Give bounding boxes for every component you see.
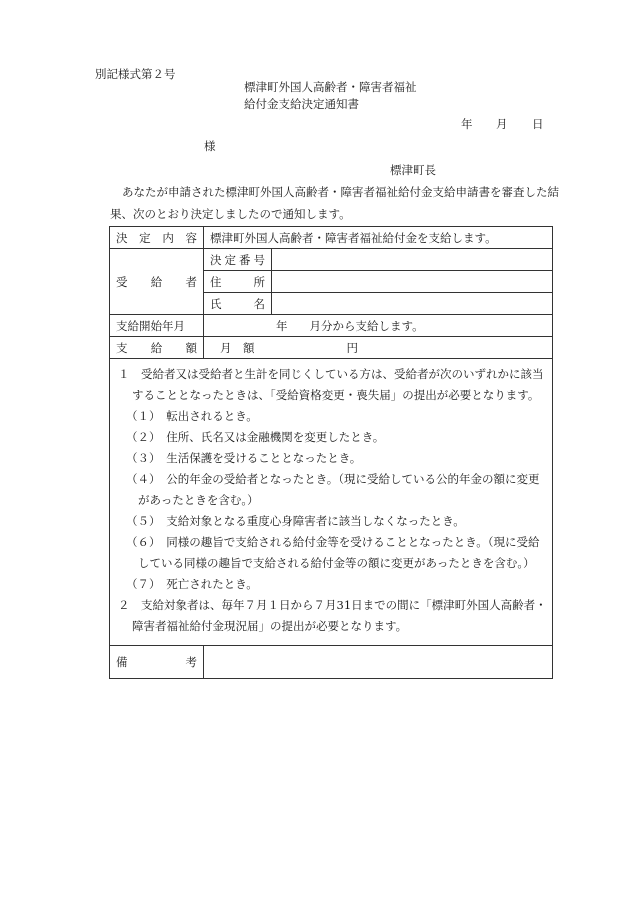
body-line-2: 果、次のとおり決定しましたので通知します。 [110, 207, 351, 221]
form-number: 別記様式第２号 [95, 67, 176, 81]
address-field[interactable] [272, 271, 553, 293]
note-item-6-line-2: している同様の趣旨で支給される給付金等の額に変更があったときを含む。） [138, 556, 535, 570]
decision-number-field[interactable] [272, 249, 553, 271]
note-item-2: （２） 住所、氏名又は金融機関を変更したとき。 [126, 430, 385, 444]
name-label: 氏 名 [204, 293, 272, 315]
start-year-unit: 年 [276, 318, 288, 333]
title-line-2: 給付金支給決定通知書 [244, 97, 359, 111]
note-item-4-line-1: （４） 公的年金の受給者となったとき。（現に受給している公的年金の額に変更 [126, 472, 540, 486]
sender: 標津町長 [390, 163, 436, 177]
note-item-4-line-2: があったときを含む。） [138, 493, 259, 507]
title-line-1: 標津町外国人高齢者・障害者福祉 [244, 80, 417, 94]
date-day-label: 日 [532, 117, 544, 131]
monthly-label: 月 額 [220, 340, 255, 355]
amount-value [204, 337, 553, 359]
body-line-1: あなたが申請された標津町外国人高齢者・障害者福祉給付金支給申請書を審査した結 [122, 185, 559, 199]
note-1-line-1: １ 受給者又は受給者と生計を同じくしている方は、受給者が次のいずれかに該当 [118, 367, 544, 381]
note-item-1: （１） 転出されるとき。 [126, 409, 258, 423]
address-label: 住 所 [204, 271, 272, 293]
recipient-label: 受 給 者 [110, 249, 204, 315]
addressee-suffix: 様 [204, 139, 216, 153]
remarks-field[interactable] [204, 646, 553, 679]
note-item-3: （３） 生活保護を受けることとなったとき。 [126, 451, 362, 465]
note-1-line-2: することとなったときは、「受給資格変更・喪失届」の提出が必要となります。 [132, 388, 540, 402]
decision-label: 決 定 内 容 [110, 227, 204, 249]
decision-table [109, 226, 553, 679]
name-field[interactable] [272, 293, 553, 315]
date-year-label: 年 [461, 117, 473, 131]
amount-label: 支 給 額 [110, 337, 204, 359]
start-date-value [204, 315, 553, 337]
date-month-label: 月 [496, 117, 508, 131]
note-2-line-2: 障害者福祉給付金現況届」の提出が必要となります。 [132, 619, 408, 633]
decision-number-label: 決 定 番 号 [204, 249, 272, 271]
note-item-7: （７） 死亡されたとき。 [126, 577, 258, 591]
note-2-line-1: ２ 支給対象者は、毎年７月１日から７月31日までの間に「標津町外国人高齢者・ [118, 598, 547, 612]
remarks-label: 備 考 [110, 646, 204, 679]
note-item-5: （５） 支給対象となる重度心身障害者に該当しなくなったとき。 [126, 514, 465, 528]
start-month-text: 月分から支給します。 [309, 318, 424, 333]
note-item-6-line-1: （６） 同様の趣旨で支給される給付金等を受けることとなったとき。（現に受給 [126, 535, 540, 549]
yen-unit: 円 [346, 340, 358, 355]
decision-value: 標津町外国人高齢者・障害者福祉給付金を支給します。 [204, 227, 553, 249]
start-date-label: 支給開始年月 [110, 315, 204, 337]
notes-section [110, 359, 553, 646]
